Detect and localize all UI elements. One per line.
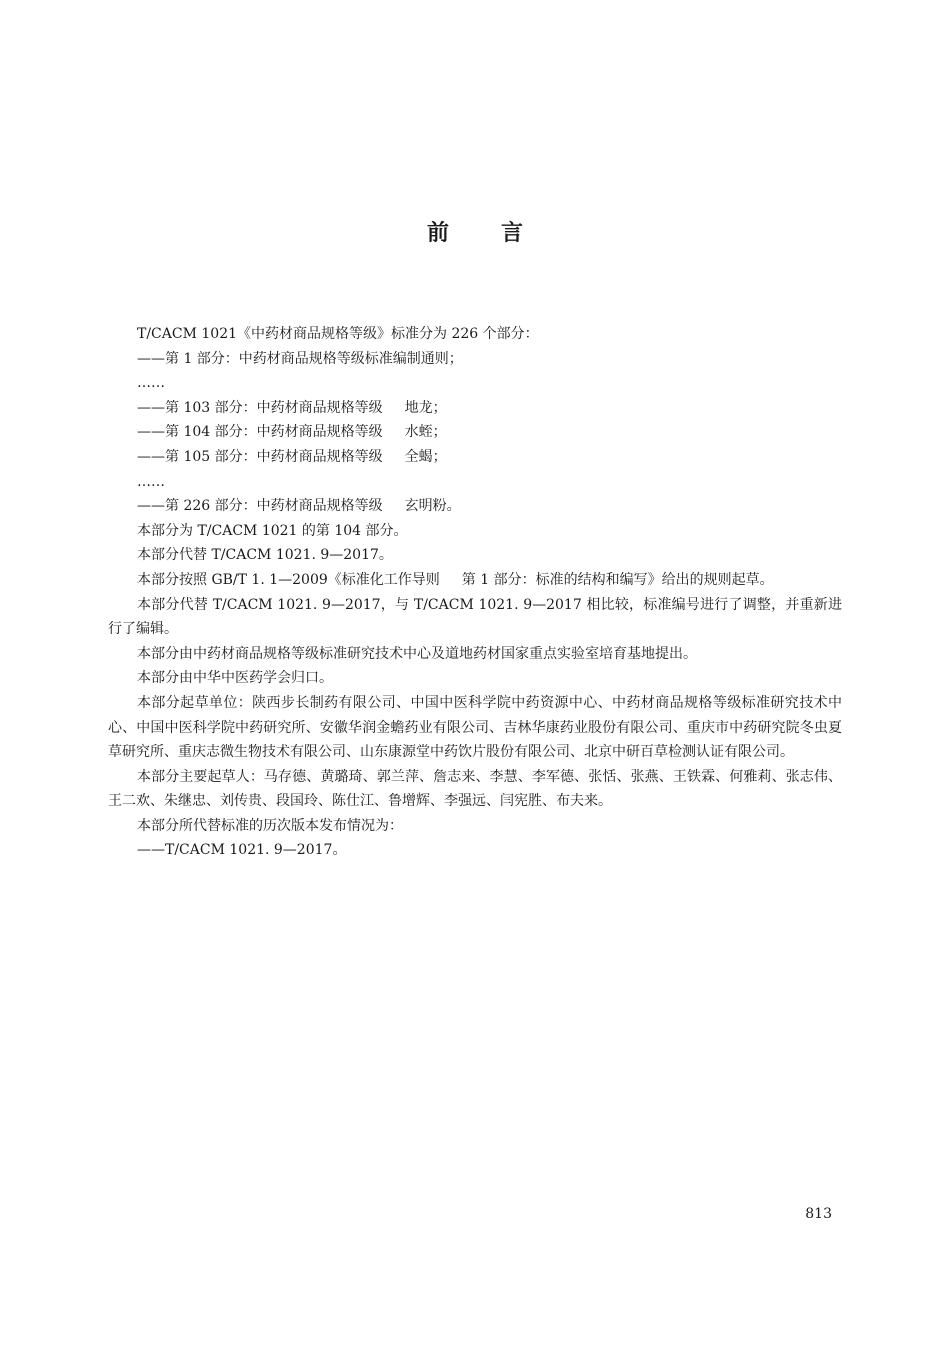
page-number: 813	[805, 1206, 832, 1222]
part-name: 全蝎；	[404, 448, 447, 465]
drafting-rule-b: 第 1 部分：标准的结构和编写》给出的规则起草。	[461, 571, 774, 588]
part-name: 地龙；	[404, 399, 447, 416]
proposed-by-paragraph: 本部分由中药材商品规格等级标准研究技术中心及道地药材国家重点实验室培育基地提出。	[137, 645, 697, 662]
ellipsis: ……	[137, 473, 165, 490]
part-prefix: ——第 104 部分：中药材商品规格等级	[137, 424, 383, 441]
drafters-paragraph: 本部分主要起草人：马存德、黄璐琦、郭兰萍、詹志来、李慧、李军德、张恬、张燕、王铁霖、何雅莉、张志伟、王二欢、朱继忠、刘传贵、段国玲、陈仕江、鲁增辉、李强远、闫宪胜、布夫来。	[108, 768, 842, 810]
drafting-rule-paragraph	[108, 568, 842, 593]
part-prefix: ——第 226 部分：中药材商品规格等级	[137, 498, 383, 515]
page-title: 前言	[426, 221, 575, 246]
drafting-rule-a: 本部分按照 GB/T 1. 1—2009《标准化工作导则	[137, 571, 440, 588]
history-paragraph: 本部分所代替标准的历次版本发布情况为：	[137, 817, 403, 834]
part-list-item	[108, 445, 842, 470]
part-list-item: ——第 1 部分：中药材商品规格等级标准编制通则；	[137, 350, 463, 367]
part-list-item	[108, 494, 842, 519]
part-name: 水蛭；	[404, 424, 447, 441]
part-prefix: ——第 103 部分：中药材商品规格等级	[137, 399, 383, 416]
this-part-paragraph: 本部分为 T/CACM 1021 的第 104 部分。	[137, 522, 408, 539]
intro-paragraph: T/CACM 1021《中药材商品规格等级》标准分为 226 个部分：	[137, 326, 539, 342]
managed-by-paragraph: 本部分由中华中医药学会归口。	[137, 670, 333, 687]
foreword-body	[108, 322, 842, 863]
part-prefix: ——第 105 部分：中药材商品规格等级	[137, 448, 383, 465]
part-list-item	[108, 396, 842, 421]
history-list-item: ——T/CACM 1021. 9—2017。	[137, 842, 347, 859]
part-list-item	[108, 420, 842, 445]
ellipsis: ……	[137, 375, 165, 392]
changes-paragraph: 本部分代替 T/CACM 1021. 9—2017，与 T/CACM 1021. 9—2017 相比较，标准编号进行了调整，并重新进行了编辑。	[108, 596, 842, 638]
part-name: 玄明粉。	[404, 498, 461, 515]
replaces-paragraph: 本部分代替 T/CACM 1021. 9—2017。	[137, 547, 393, 564]
drafting-units-paragraph: 本部分起草单位：陕西步长制药有限公司、中国中医科学院中药资源中心、中药材商品规格等级标准研究技术中心、中国中医科学院中药研究所、安徽华润金蟾药业有限公司、吉林华康药业股份有限公司、重庆市中药研究院冬虫夏草研究所、重庆志微生物技术有限公司、山东康源堂中药饮片股份有限公司、北京中研百草检测认证有限公司。	[108, 694, 842, 761]
